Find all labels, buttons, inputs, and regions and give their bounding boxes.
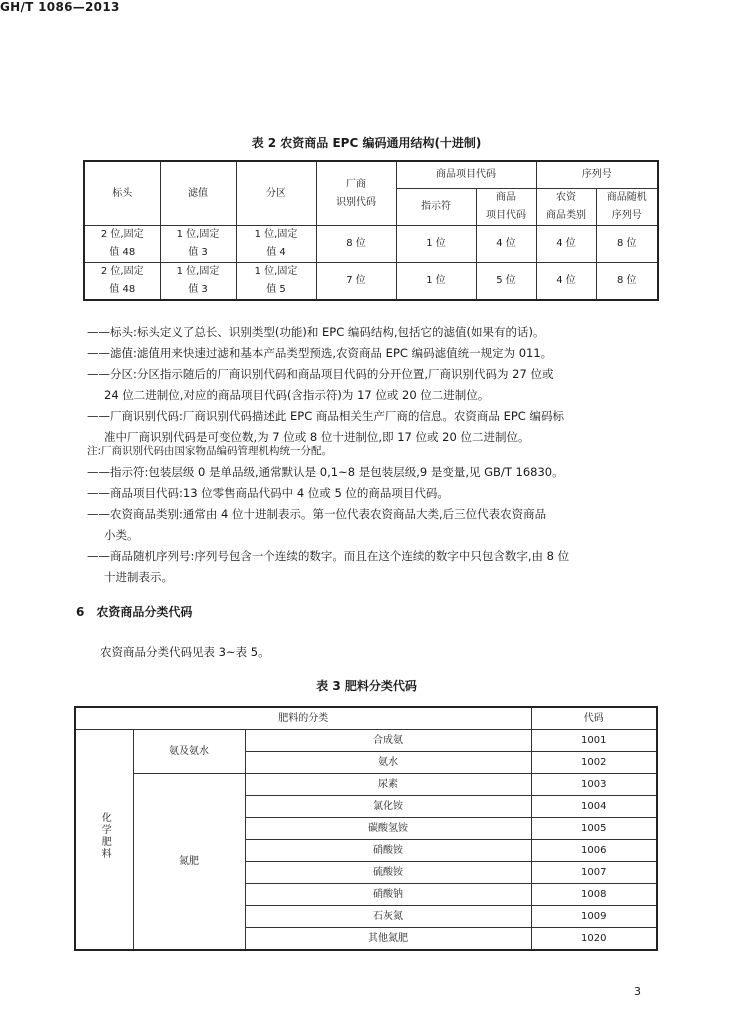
definition-fenqu: ——分区:分区指示随后的厂商识别代码和商品项目代码的分开位置,厂商识别代码为 27 位或	[87, 367, 554, 381]
section-6-heading	[76, 603, 192, 620]
header-item-group: 商品项目代码	[396, 161, 536, 189]
item-code: 1005	[531, 818, 657, 840]
cell-biaotou	[84, 226, 160, 263]
cell-line: 值 48	[109, 284, 136, 295]
header-item-code	[476, 189, 536, 226]
header-random-line1: 商品随机	[606, 192, 647, 203]
cell-zhishifu: 1 位	[396, 263, 476, 301]
cell-line: 值 48	[109, 247, 136, 258]
definition-changshang-cont: 准中厂商识别代码是可变位数,为 7 位或 8 位十进制位,即 17 位或 20 位二进制位。	[104, 430, 530, 444]
definition-fenqu-cont: 24 位二进制位,对应的商品项目代码(含指示符)为 17 位或 20 位二进制位。	[104, 388, 490, 402]
item-code: 1004	[531, 796, 657, 818]
header-category	[536, 189, 596, 226]
header-changshang-line1: 厂商	[346, 178, 366, 190]
cell-line: 2 位,固定	[100, 229, 144, 240]
header-random	[596, 189, 658, 226]
section-number: 6	[76, 605, 85, 619]
header-category-line1: 农资	[556, 192, 576, 203]
cell-category: 4 位	[536, 226, 596, 263]
cell-line: 值 3	[188, 284, 208, 295]
definition-category-cont: 小类。	[104, 528, 139, 542]
table-row	[84, 226, 658, 263]
group-name: 氨及氨水	[133, 730, 245, 774]
header-item-code-line2: 项目代码	[486, 210, 526, 221]
table3-caption: 表 3 肥料分类代码	[316, 679, 417, 693]
table-row	[75, 774, 657, 796]
header-code: 代码	[531, 707, 657, 730]
section-title: 农资商品分类代码	[96, 605, 193, 619]
header-item-code-line1: 商品	[496, 192, 516, 203]
cell-line: 1 位,固定	[254, 266, 298, 277]
cell-line: 值 4	[266, 247, 286, 258]
cell-item-code: 5 位	[476, 263, 536, 301]
top-category: 化学肥料	[99, 812, 111, 860]
item-name: 氨水	[245, 752, 531, 774]
item-name: 硝酸钠	[245, 884, 531, 906]
item-name: 石灰氮	[245, 906, 531, 928]
header-changshang	[316, 161, 396, 226]
group-name: 氮肥	[133, 774, 245, 951]
header-class: 肥料的分类	[75, 707, 531, 730]
page-number: 3	[634, 985, 641, 998]
cell-line: 2 位,固定	[100, 266, 144, 277]
cell-zhishifu: 1 位	[396, 226, 476, 263]
cell-line: 1 位,固定	[254, 229, 298, 240]
item-name: 碳酸氢铵	[245, 818, 531, 840]
definition-lvzhi: ——滤值:滤值用来快速过滤和基本产品类型预选,农资商品 EPC 编码滤值统一规定为 011。	[87, 346, 553, 360]
header-zhishifu: 指示符	[396, 189, 476, 226]
cell-random: 8 位	[596, 263, 658, 301]
cell-lvzhi	[160, 263, 236, 301]
definition-biaotou: ——标头:标头定义了总长、识别类型(功能)和 EPC 编码结构,包括它的滤值(如果有的话)。	[87, 325, 545, 339]
header-changshang-line2: 识别代码	[336, 196, 376, 208]
item-code: 1003	[531, 774, 657, 796]
cell-line: 值 3	[188, 247, 208, 258]
cell-category: 4 位	[536, 263, 596, 301]
definitions-list-2	[87, 462, 662, 588]
cell-biaotou	[84, 263, 160, 301]
cell-fenqu	[236, 226, 316, 263]
item-code: 1006	[531, 840, 657, 862]
definition-changshang: ——厂商识别代码:厂商识别代码描述此 EPC 商品相关生产厂商的信息。农资商品 EPC 编码标	[87, 409, 564, 423]
definition-item-code: ——商品项目代码:13 位零售商品代码中 4 位或 5 位的商品项目代码。	[87, 486, 449, 500]
item-code: 1002	[531, 752, 657, 774]
header-serial-group: 序列号	[536, 161, 658, 189]
table2-caption: 表 2 农资商品 EPC 编码通用结构(十进制)	[251, 136, 482, 150]
item-code: 1001	[531, 730, 657, 752]
cell-line: 值 5	[266, 284, 286, 295]
item-name: 氯化铵	[245, 796, 531, 818]
section-6-body: 农资商品分类代码见表 3~表 5。	[100, 645, 270, 659]
item-code: 1009	[531, 906, 657, 928]
header-category-line2: 商品类别	[546, 210, 586, 221]
top-category-cell	[75, 730, 133, 951]
header-random-line2: 序列号	[611, 210, 642, 221]
cell-changshang: 7 位	[316, 263, 396, 301]
table-row	[84, 263, 658, 301]
header-lvzhi: 滤值	[160, 161, 236, 226]
cell-lvzhi	[160, 226, 236, 263]
note: 注:厂商识别代码由国家物品编码管理机构统一分配。	[87, 445, 333, 457]
cell-item-code: 4 位	[476, 226, 536, 263]
document-code: GH/T 1086—2013	[0, 0, 120, 14]
item-name: 硫酸铵	[245, 862, 531, 884]
definition-zhishifu: ——指示符:包装层级 0 是单品级,通常默认是 0,1~8 是包装层级,9 是变量,见 GB/T 16830。	[87, 465, 564, 479]
epc-structure-table	[83, 160, 659, 301]
cell-line: 1 位,固定	[176, 266, 220, 277]
cell-random: 8 位	[596, 226, 658, 263]
definition-random-cont: 十进制表示。	[104, 570, 173, 584]
header-fenqu: 分区	[236, 161, 316, 226]
item-name: 合成氨	[245, 730, 531, 752]
definition-random: ——商品随机序列号:序列号包含一个连续的数字。而且在这个连续的数字中只包含数字,由 8 位	[87, 549, 570, 563]
fertilizer-code-table	[74, 706, 658, 951]
item-code: 1007	[531, 862, 657, 884]
item-name: 尿素	[245, 774, 531, 796]
item-code: 1008	[531, 884, 657, 906]
table-row	[75, 730, 657, 752]
item-name: 其他氮肥	[245, 928, 531, 951]
item-code: 1020	[531, 928, 657, 951]
item-name: 硝酸铵	[245, 840, 531, 862]
cell-line: 1 位,固定	[176, 229, 220, 240]
cell-fenqu	[236, 263, 316, 301]
header-biaotou: 标头	[84, 161, 160, 226]
definition-category: ——农资商品类别:通常由 4 位十进制表示。第一位代表农资商品大类,后三位代表农资商品	[87, 507, 547, 521]
cell-changshang: 8 位	[316, 226, 396, 263]
definitions-list	[87, 322, 662, 448]
